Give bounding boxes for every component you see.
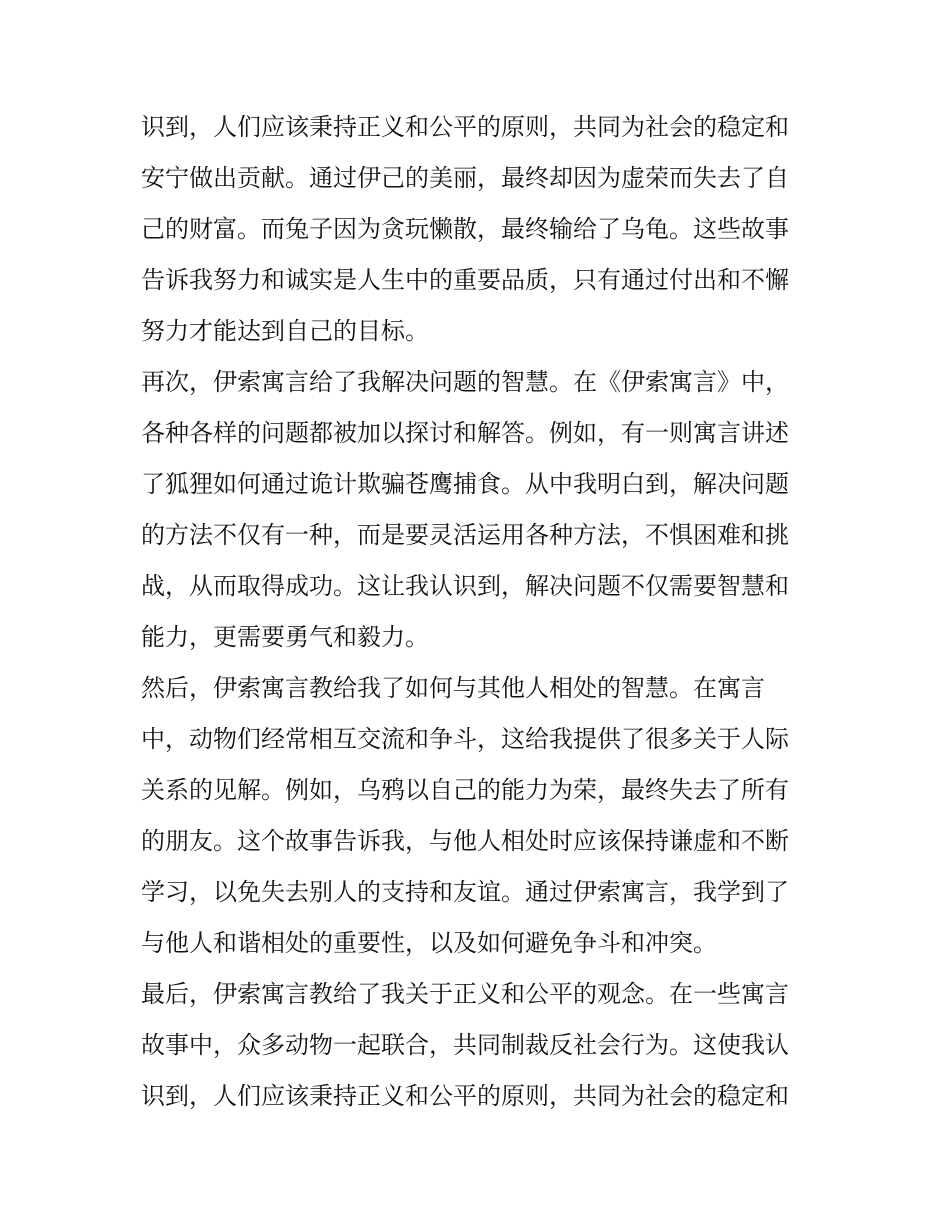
text-line: 识到，人们应该秉持正义和公平的原则，共同为社会的稳定和 [141, 113, 789, 141]
paragraph [141, 357, 813, 663]
text-line: 己的财富。而兔子因为贪玩懒散，最终输给了乌龟。这些故事 [141, 215, 789, 243]
text-line: 学习，以免失去别人的支持和友谊。通过伊索寓言，我学到了 [141, 878, 789, 906]
text-line: 告诉我努力和诚实是人生中的重要品质，只有通过付出和不懈 [141, 266, 789, 294]
text-line: 努力才能达到自己的目标。 [141, 317, 429, 345]
text-line: 安宁做出贡献。通过伊己的美丽，最终却因为虚荣而失去了自 [141, 164, 789, 192]
text-line: 故事中，众多动物一起联合，共同制裁反社会行为。这使我认 [141, 1031, 789, 1059]
text-line: 最后，伊索寓言教给了我关于正义和公平的观念。在一些寓言 [141, 980, 789, 1008]
paragraph [141, 969, 813, 1122]
text-line: 再次，伊索寓言给了我解决问题的智慧。在《伊索寓言》中， [141, 368, 789, 396]
text-line: 的朋友。这个故事告诉我，与他人相处时应该保持谦虚和不断 [141, 827, 789, 855]
text-line: 与他人和谐相处的重要性，以及如何避免争斗和冲突。 [141, 929, 717, 957]
text-line: 关系的见解。例如，乌鸦以自己的能力为荣，最终失去了所有 [141, 776, 789, 804]
paragraph [141, 102, 813, 357]
text-line: 中，动物们经常相互交流和争斗，这给我提供了很多关于人际 [141, 725, 789, 753]
body-text [141, 102, 813, 1122]
text-line: 识到，人们应该秉持正义和公平的原则，共同为社会的稳定和 [141, 1082, 789, 1110]
text-line: 的方法不仅有一种，而是要灵活运用各种方法，不惧困难和挑 [141, 521, 789, 549]
text-line: 各种各样的问题都被加以探讨和解答。例如，有一则寓言讲述 [141, 419, 789, 447]
paragraph [141, 663, 813, 969]
text-line: 了狐狸如何通过诡计欺骗苍鹰捕食。从中我明白到，解决问题 [141, 470, 789, 498]
text-line: 然后，伊索寓言教给我了如何与其他人相处的智慧。在寓言 [141, 674, 765, 702]
text-line: 战，从而取得成功。这让我认识到，解决问题不仅需要智慧和 [141, 572, 789, 600]
text-line: 能力，更需要勇气和毅力。 [141, 623, 429, 651]
